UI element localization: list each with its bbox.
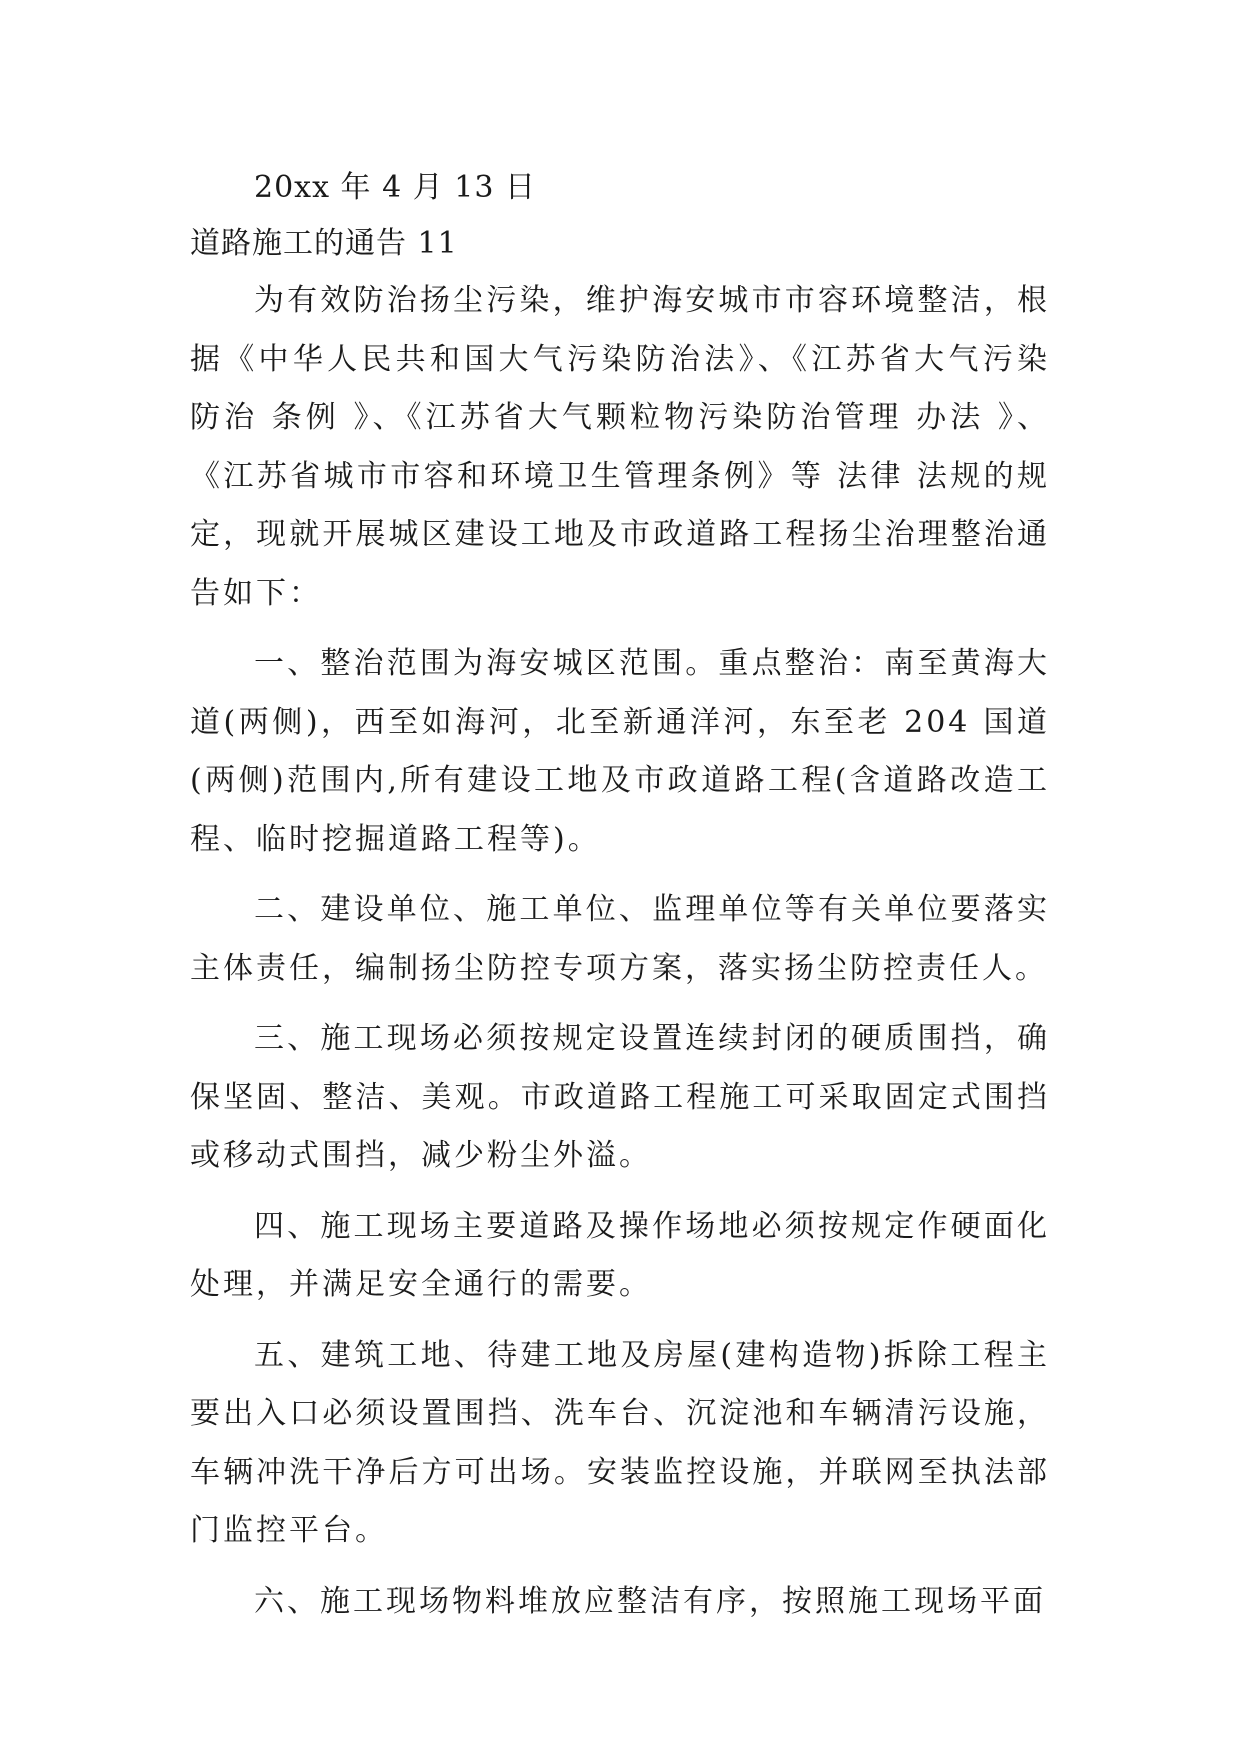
document-body (190, 160, 1050, 1643)
paragraph-item-6: 六、施工现场物料堆放应整洁有序，按照施工现场平面 (254, 1583, 1046, 1619)
paragraph-item-2: 二、建设单位、施工单位、监理单位等有关单位要落实主体责任，编制扬尘防控专项方案，落实扬尘防控责任人。 (190, 892, 1050, 986)
document-title: 道路施工的通告 11 (190, 226, 458, 261)
paragraph-item-1: 一、整治范围为海安城区范围。重点整治：南至黄海大道(两侧)，西至如海河，北至新通洋河，东至老 204 国道(两侧)范围内,所有建设工地及市政道路工程(含道路改造工程、临时挖掘道路工程等)。 (190, 646, 1050, 857)
paragraph-item-3: 三、施工现场必须按规定设置连续封闭的硬质围挡，确保坚固、整洁、美观。市政道路工程施工可采取固定式围挡或移动式围挡，减少粉尘外溢。 (190, 1021, 1050, 1173)
paragraph-item-5: 五、建筑工地、待建工地及房屋(建构造物)拆除工程主要出入口必须设置围挡、洗车台、沉淀池和车辆清污设施，车辆冲洗干净后方可出场。安装监控设施，并联网至执法部门监控平台。 (190, 1337, 1050, 1548)
paragraph-intro: 为有效防治扬尘污染，维护海安城市市容环境整洁，根据《中华人民共和国大气污染防治法》、《江苏省大气污染防治 条例 》、《江苏省大气颗粒物污染防治管理 办法 》、《江苏省城市市容和环境卫生管理条例》等 法律 法规的规定，现就开展城区建设工地及市政道路工程扬尘治理整治通告如下： (190, 283, 1050, 611)
document-date: 20xx 年 4 月 13 日 (254, 170, 536, 205)
paragraph-item-4: 四、施工现场主要道路及操作场地必须按规定作硬面化处理，并满足安全通行的需要。 (190, 1208, 1050, 1302)
